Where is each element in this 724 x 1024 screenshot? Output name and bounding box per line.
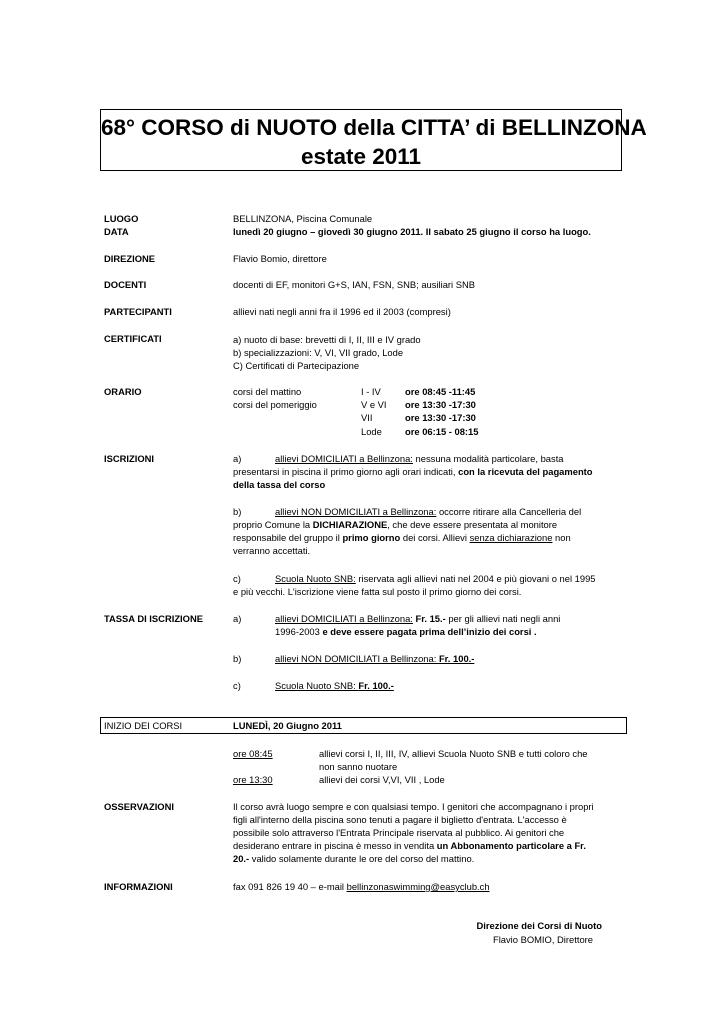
bold-text: 20.- [233,853,250,864]
iscrizioni-b-line-2 [233,519,557,530]
iscrizioni-b-line-4: verranno accettati. [233,545,311,556]
price: Fr. 15.- [412,613,446,624]
orario-label: ORARIO [104,386,142,397]
item-letter: b) [233,506,242,517]
start-time: ore 08:45 [233,748,273,759]
certificati-label: CERTIFICATI [104,333,162,344]
price: Fr. 100.- [438,653,475,664]
price: Fr. 100.- [358,680,394,691]
orario-time: ore 13:30 -17:30 [405,399,476,410]
item-letter: b) [233,653,242,664]
domiciliati-link[interactable]: allievi DOMICILIATI a Bellinzona: [275,613,413,624]
informazioni-label: INFORMAZIONI [104,881,173,892]
osservazioni-line [233,853,474,864]
orario-time: ore 06:15 - 08:15 [405,426,479,437]
start-desc: non sanno nuotare [319,761,398,772]
osservazioni-line [233,840,586,851]
bold-text: primo giorno [342,532,401,543]
text: per gli allievi nati negli anni [445,613,561,624]
text: dei corsi. Allievi [400,532,470,543]
inizio-value: LUNEDÌ, 20 Giugno 2011 [233,720,342,731]
iscrizioni-label: ISCRIZIONI [104,453,155,464]
osservazioni-label: OSSERVAZIONI [104,801,174,812]
text: non [552,532,571,543]
docenti-value: docenti di EF, monitori G+S, IAN, FSN, SNB; ausiliari SNB [233,279,476,290]
start-desc: allievi corsi I, II, III, IV, allievi Scuola Nuoto SNB e tutti coloro che [319,748,588,759]
bold-text: con la ricevuta del pagamento [458,466,593,477]
tassa-b-line [275,653,474,664]
certificati-list [233,333,421,372]
text: nessuna modalità particolare, basta [412,453,564,464]
iscrizioni-c-line-2: e più vecchi. L'iscrizione viene fatta sul posto il primo giorno dei corsi. [233,586,522,597]
text: occorre ritirare alla Cancelleria del [436,506,582,517]
inizio-label: INIZIO DEI CORSI [104,720,183,731]
certificati-line: C) Certificati di Partecipazione [233,360,360,371]
luogo-label: LUOGO [104,213,139,224]
signature-line-2: Flavio BOMIO, Direttore [492,934,593,945]
direzione-value: Flavio Bomio, direttore [233,253,327,264]
iscrizioni-b-line-1 [275,506,581,517]
iscrizioni-a-line-1 [275,453,564,464]
text: riservata agli allievi nati nel 2004 e più giovani o nel 1995 [355,573,596,584]
luogo-value: BELLINZONA, Piscina Comunale [233,213,373,224]
tassa-a-line-2 [275,626,537,637]
data-label: DATA [104,226,129,237]
tassa-label: TASSA DI ISCRIZIONE [104,613,203,624]
certificati-line: b) specializzazioni: V, VI, VII grado, Lode [233,347,404,358]
orario-level: VII [361,412,373,423]
snb-link[interactable]: Scuola Nuoto SNB: [275,680,359,691]
item-letter: c) [233,573,241,584]
iscrizioni-a-line-2 [233,466,593,477]
text: 1996-2003 [275,626,323,637]
orario-course: corsi del pomeriggio [233,399,317,410]
iscrizioni-a-line-3: della tassa del corso [233,479,326,490]
domiciliati-link[interactable]: allievi DOMICILIATI a Bellinzona: [275,453,413,464]
bold-text: DICHIARAZIONE [312,519,388,530]
orario-time: ore 08:45 -11:45 [405,386,476,397]
text: , che deve essere presentata al monitore [387,519,558,530]
bold-text: un Abbonamento particolare a Fr. [436,840,586,851]
certificati-line: a) nuoto di base: brevetti di I, II, III e IV grado [233,334,421,345]
orario-level: Lode [361,426,382,437]
orario-level: I - IV [361,386,381,397]
orario-level: V e VI [361,399,387,410]
osservazioni-line: possibile solo attraverso l'Entrata Principale riservata al pubblico. Ai genitori che [233,827,565,838]
document-title [100,109,647,171]
underlined-text: senza dichiarazione [469,532,553,543]
item-letter: a) [233,613,242,624]
orario-course: corsi del mattino [233,386,302,397]
osservazioni-line: Il corso avrà luogo sempre e con qualsiasi tempo. I genitori che accompagnano i propri [233,801,594,812]
direzione-label: DIREZIONE [104,253,156,264]
bold-text: e deve essere pagata prima dell’inizio dei corsi . [322,626,537,637]
non-domiciliati-link[interactable]: allievi NON DOMICILIATI a Bellinzona: [275,506,437,517]
item-letter: a) [233,453,242,464]
text: desiderano entrare in piscina è messo in vendita [233,840,437,851]
text: proprio Comune la [233,519,313,530]
non-domiciliati-link[interactable]: allievi NON DOMICILIATI a Bellinzona: [275,653,439,664]
start-time: ore 13:30 [233,774,273,785]
fax-text: fax 091 826 19 40 – e-mail [233,881,347,892]
tassa-c-line [275,680,394,691]
iscrizioni-c-line-1 [275,573,596,584]
text: valido solamente durante le ore del corso del mattino. [249,853,475,864]
iscrizioni-b-line-3 [233,532,571,543]
osservazioni-line: figli all'interno della piscina sono tenuti a pagare il biglietto d'entrata. L'accesso è [233,814,567,825]
orario-time: ore 13:30 -17:30 [405,412,476,423]
partecipanti-value: allievi nati negli anni fra il 1996 ed il 2003 (compresi) [233,306,451,317]
item-letter: c) [233,680,241,691]
data-value: lunedì 20 giugno – giovedì 30 giugno 2011. Il sabato 25 giugno il corso ha luogo. [233,226,591,237]
informazioni-value [233,881,490,892]
partecipanti-label: PARTECIPANTI [104,306,172,317]
snb-link[interactable]: Scuola Nuoto SNB: [275,573,356,584]
tassa-a-line-1 [275,613,560,624]
signature-line-1: Direzione dei Corsi di Nuoto [476,920,602,931]
title-line-2: estate 2011 [300,144,422,169]
docenti-label: DOCENTI [104,279,147,290]
email-link[interactable]: bellinzonaswimming@easyclub.ch [346,881,490,892]
text: presentarsi in piscina il primo giorno agli orari indicati, [233,466,459,477]
start-desc: allievi dei corsi V,VI, VII , Lode [319,774,445,785]
title-line-1: 68° CORSO di NUOTO della CITTA’ di BELLINZONA [101,115,647,140]
text: responsabile del gruppo il [233,532,343,543]
